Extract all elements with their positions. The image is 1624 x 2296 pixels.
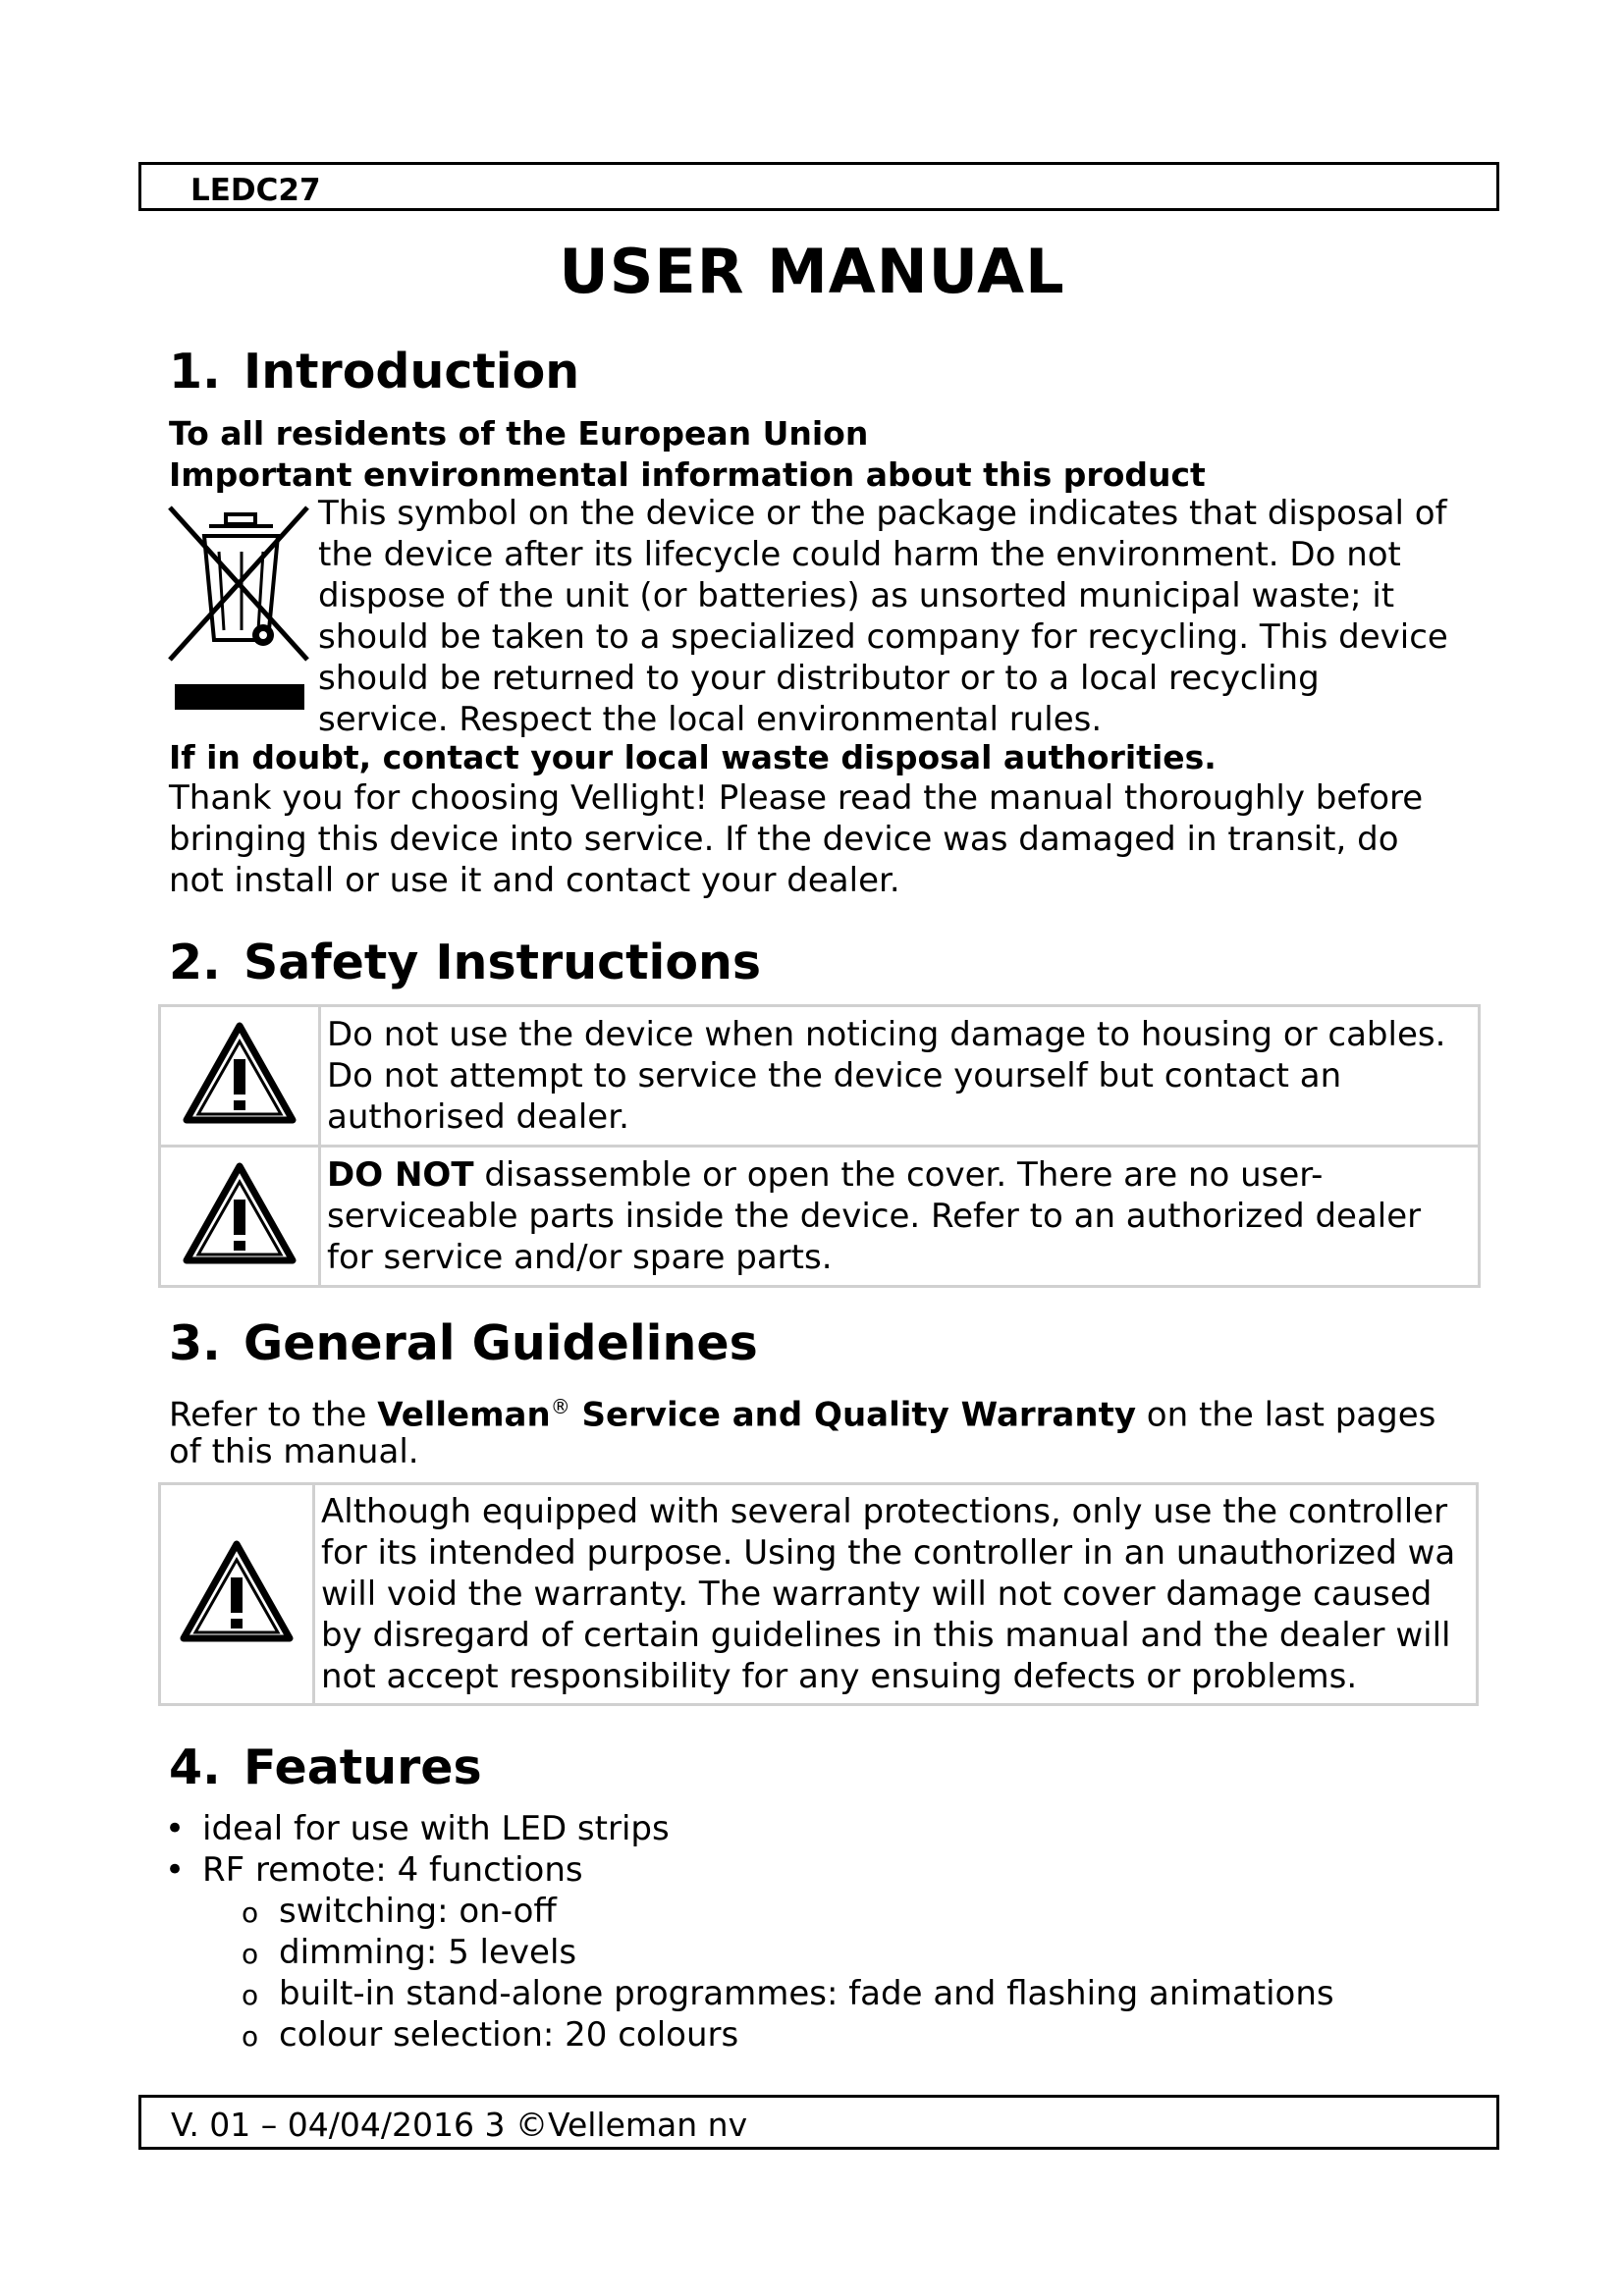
text-line: for its intended purpose. Using the controller in an unauthorized wa xyxy=(321,1533,1456,1573)
sub-list-item xyxy=(242,1892,557,1931)
list-item-text: dimming: 5 levels xyxy=(279,1933,577,1972)
section-title: Introduction xyxy=(244,344,580,400)
text-line: Do not attempt to service the device yourself but contact an xyxy=(327,1056,1342,1095)
list-item xyxy=(165,1850,583,1890)
sub-bullet-symbol: o xyxy=(242,2020,259,2053)
sub-list-item xyxy=(242,1974,1334,2013)
text-line xyxy=(327,1154,1478,1196)
warning-triangle-icon xyxy=(181,1020,298,1128)
list-item-text: switching: on-off xyxy=(279,1892,557,1931)
environmental-info-line: Important environmental information about this product xyxy=(169,455,1206,494)
section-heading-guidelines xyxy=(169,1315,758,1371)
text-line: dispose of the unit (or batteries) as unsorted municipal waste; it xyxy=(318,576,1395,615)
bullet-symbol: • xyxy=(165,1850,186,1890)
sub-list-item xyxy=(242,1933,576,1972)
do-not-emphasis: DO NOT xyxy=(327,1155,474,1195)
section-number: 3. xyxy=(169,1315,221,1371)
list-item-text: colour selection: 20 colours xyxy=(279,2015,739,2055)
model-number: LEDC27 xyxy=(190,173,321,208)
text-span: on the last pages xyxy=(1136,1395,1436,1435)
text-line: should be returned to your distributor or to a local recycling xyxy=(318,659,1320,698)
warning-cell xyxy=(160,1147,320,1287)
section-title: Safety Instructions xyxy=(244,934,762,990)
list-item-text: built-in stand-alone programmes: fade and flashing animations xyxy=(279,1974,1334,2013)
sub-bullet-symbol: o xyxy=(242,1938,259,1970)
text-line: authorised dealer. xyxy=(327,1097,629,1137)
warranty-title: Service and Quality Warranty xyxy=(569,1395,1136,1435)
header-box xyxy=(138,162,1499,211)
text-line: Although equipped with several protections, only use the controller xyxy=(321,1492,1448,1531)
text-line: bringing this device into service. If the device was damaged in transit, do xyxy=(169,820,1399,859)
list-item-text: RF remote: 4 functions xyxy=(202,1850,583,1890)
sub-bullet-symbol: o xyxy=(242,1979,259,2011)
section-number: 1. xyxy=(169,344,221,400)
footer-text: V. 01 – 04/04/2016 3 ©Velleman nv xyxy=(171,2106,748,2144)
page-title: USER MANUAL xyxy=(559,236,1065,307)
section-title: General Guidelines xyxy=(244,1315,758,1371)
thanks-paragraph xyxy=(169,777,1423,901)
text-line: service. Respect the local environmental rules. xyxy=(318,700,1103,739)
sub-bullet-symbol: o xyxy=(242,1896,259,1929)
eu-residents-line: To all residents of the European Union xyxy=(169,414,869,453)
weee-crossed-bin-icon xyxy=(165,503,312,719)
bullet-symbol: • xyxy=(165,1809,186,1848)
warning-cell xyxy=(160,1006,320,1147)
section-number: 2. xyxy=(169,934,221,990)
registered-mark: ® xyxy=(550,1395,570,1418)
safety-table xyxy=(158,1004,1481,1288)
table-row xyxy=(160,1484,1478,1705)
warning-triangle-icon xyxy=(178,1538,296,1646)
section-number: 4. xyxy=(169,1739,221,1795)
text-span: Refer to the xyxy=(169,1395,378,1435)
guidelines-warning-text xyxy=(314,1484,1478,1705)
section-title: Features xyxy=(244,1739,482,1795)
section-heading-features xyxy=(169,1739,482,1795)
list-item-text: ideal for use with LED strips xyxy=(202,1809,670,1848)
brand-name: Velleman xyxy=(377,1395,551,1435)
warning-triangle-icon xyxy=(181,1160,298,1268)
weee-text xyxy=(318,493,1448,740)
table-row xyxy=(160,1147,1480,1287)
footer-box xyxy=(138,2095,1499,2150)
text-line: should be taken to a specialized company for recycling. This device xyxy=(318,617,1448,657)
safety-text-2 xyxy=(320,1147,1480,1287)
list-item xyxy=(165,1809,670,1848)
text-line: not install or use it and contact your dealer. xyxy=(169,861,900,900)
text-line: Do not use the device when noticing damage to housing or cables. xyxy=(327,1015,1446,1054)
text-line xyxy=(169,1388,1435,1433)
warranty-reference xyxy=(169,1388,1435,1470)
sub-list-item xyxy=(242,2015,738,2055)
text-line: not accept responsibility for any ensuing defects or problems. xyxy=(321,1657,1358,1696)
guidelines-table xyxy=(158,1482,1479,1706)
text-line: of this manual. xyxy=(169,1432,419,1472)
doubt-line: If in doubt, contact your local waste disposal authorities. xyxy=(169,738,1217,776)
table-row xyxy=(160,1006,1480,1147)
safety-text-1 xyxy=(320,1006,1480,1147)
warning-cell xyxy=(160,1484,314,1705)
text-line: for service and/or spare parts. xyxy=(327,1238,833,1277)
text-line: This symbol on the device or the package indicates that disposal of xyxy=(318,494,1447,533)
text-line: will void the warranty. The warranty will not cover damage caused xyxy=(321,1575,1433,1614)
text-line: by disregard of certain guidelines in this manual and the dealer will xyxy=(321,1616,1451,1655)
text-line: Thank you for choosing Vellight! Please read the manual thoroughly before xyxy=(169,778,1424,818)
text-line: the device after its lifecycle could harm the environment. Do not xyxy=(318,535,1401,574)
text-line: serviceable parts inside the device. Refer to an authorized dealer xyxy=(327,1197,1422,1236)
text-span: disassemble or open the cover. There are no user- xyxy=(473,1155,1324,1195)
section-heading-introduction xyxy=(169,344,579,400)
section-heading-safety xyxy=(169,934,761,990)
